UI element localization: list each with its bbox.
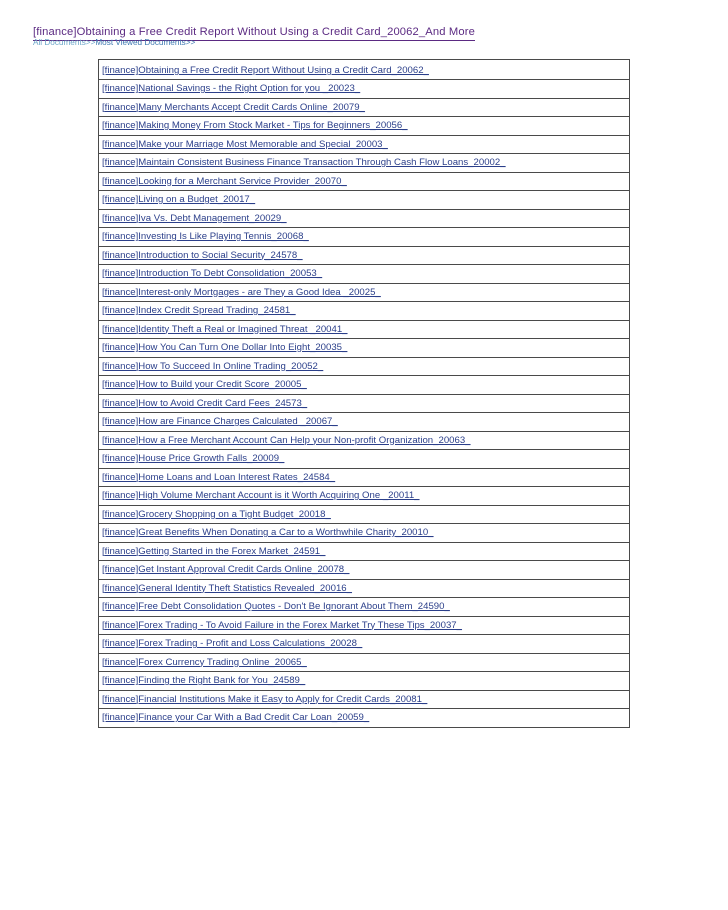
list-item bbox=[99, 339, 629, 358]
list-item bbox=[99, 487, 629, 506]
document-link[interactable]: [finance]How to Avoid Credit Card Fees_24573_ bbox=[102, 397, 308, 409]
list-item bbox=[99, 413, 629, 432]
list-item bbox=[99, 302, 629, 321]
list-item bbox=[99, 247, 629, 266]
document-link[interactable]: [finance]Iva Vs. Debt Management_20029_ bbox=[102, 212, 287, 224]
list-item bbox=[99, 284, 629, 303]
document-link[interactable]: [finance]How You Can Turn One Dollar Into Eight_20035_ bbox=[102, 342, 348, 353]
list-item bbox=[99, 635, 629, 654]
list-item bbox=[99, 672, 629, 691]
document-link[interactable]: [finance]Free Debt Consolidation Quotes - Don't Be Ignorant About Them_24590_ bbox=[102, 601, 450, 612]
document-link[interactable]: [finance]Introduction To Debt Consolidation_20053_ bbox=[102, 268, 323, 279]
document-link[interactable]: [finance]National Savings - the Right Option for you _20023_ bbox=[102, 83, 361, 94]
page-title: [finance]Obtaining a Free Credit Report Without Using a Credit Card_20062_And More bbox=[33, 26, 475, 41]
document-link[interactable]: [finance]Finance your Car With a Bad Credit Car Loan_20059_ bbox=[102, 712, 370, 723]
document-link[interactable]: [finance]General Identity Theft Statistics Revealed_20016_ bbox=[102, 582, 352, 594]
list-item bbox=[99, 395, 629, 414]
document-link[interactable]: [finance]Identity Theft a Real or Imagined Threat _20041_ bbox=[102, 323, 348, 335]
breadcrumb-all-documents-link[interactable]: All Documents>> bbox=[33, 38, 96, 47]
list-item bbox=[99, 80, 629, 99]
document-link[interactable]: [finance]How to Build your Credit Score_20005_ bbox=[102, 379, 307, 390]
list-item bbox=[99, 358, 629, 377]
document-link[interactable]: [finance]Great Benefits When Donating a Car to a Worthwhile Charity_20010_ bbox=[102, 527, 434, 538]
document-link[interactable]: [finance]How To Succeed In Online Trading_20052_ bbox=[102, 360, 324, 372]
document-link[interactable]: [finance]Index Credit Spread Trading_24581_ bbox=[102, 305, 296, 316]
list-item bbox=[99, 691, 629, 710]
list-item bbox=[99, 99, 629, 118]
list-item bbox=[99, 543, 629, 562]
document-link[interactable]: [finance]Obtaining a Free Credit Report Without Using a Credit Card_20062_ bbox=[102, 65, 429, 76]
list-item bbox=[99, 709, 629, 728]
list-item bbox=[99, 173, 629, 192]
document-link[interactable]: [finance]Make your Marriage Most Memorable and Special_20003_ bbox=[102, 138, 388, 150]
document-link[interactable]: [finance]How a Free Merchant Account Can Help your Non-profit Organization_20063_ bbox=[102, 434, 471, 446]
document-link[interactable]: [finance]Living on a Budget_20017_ bbox=[102, 194, 256, 205]
list-item bbox=[99, 117, 629, 136]
list-item bbox=[99, 432, 629, 451]
document-link[interactable]: [finance]Forex Trading - Profit and Loss Calculations_20028_ bbox=[102, 638, 363, 649]
document-link[interactable]: [finance]Financial Institutions Make it Easy to Apply for Credit Cards_20081_ bbox=[102, 693, 428, 705]
document-list bbox=[98, 59, 630, 728]
list-item bbox=[99, 506, 629, 525]
list-item bbox=[99, 654, 629, 673]
breadcrumb-most-viewed-link[interactable]: Most Viewed Documents>> bbox=[95, 38, 196, 47]
list-item bbox=[99, 136, 629, 155]
document-link[interactable]: [finance]High Volume Merchant Account is it Worth Acquiring One _20011_ bbox=[102, 490, 420, 501]
list-item bbox=[99, 265, 629, 284]
document-link[interactable]: [finance]Getting Started in the Forex Market_24591_ bbox=[102, 545, 326, 557]
document-link[interactable]: [finance]How are Finance Charges Calculated _20067_ bbox=[102, 416, 338, 427]
list-item bbox=[99, 60, 629, 80]
breadcrumb bbox=[33, 38, 195, 47]
list-item bbox=[99, 376, 629, 395]
list-item bbox=[99, 469, 629, 488]
list-item bbox=[99, 450, 629, 469]
document-link[interactable]: [finance]Many Merchants Accept Credit Cards Online_20079_ bbox=[102, 101, 365, 113]
document-link[interactable]: [finance]Home Loans and Loan Interest Rates_24584_ bbox=[102, 471, 336, 483]
list-item bbox=[99, 561, 629, 580]
document-link[interactable]: [finance]House Price Growth Falls_20009_ bbox=[102, 453, 285, 464]
document-link[interactable]: [finance]Get Instant Approval Credit Cards Online_20078_ bbox=[102, 564, 350, 575]
list-item bbox=[99, 191, 629, 210]
list-item bbox=[99, 524, 629, 543]
list-item bbox=[99, 228, 629, 247]
document-link[interactable]: [finance]Grocery Shopping on a Tight Budget_20018_ bbox=[102, 508, 331, 520]
list-item bbox=[99, 580, 629, 599]
list-item bbox=[99, 210, 629, 229]
list-item bbox=[99, 321, 629, 340]
document-link[interactable]: [finance]Making Money From Stock Market - Tips for Beginners_20056_ bbox=[102, 120, 408, 131]
document-link[interactable]: [finance]Looking for a Merchant Service Provider_20070_ bbox=[102, 175, 347, 187]
document-link[interactable]: [finance]Finding the Right Bank for You_24589_ bbox=[102, 675, 306, 686]
document-link[interactable]: [finance]Forex Trading - To Avoid Failure in the Forex Market Try These Tips_20037_ bbox=[102, 619, 462, 631]
list-item bbox=[99, 154, 629, 173]
document-link[interactable]: [finance]Investing Is Like Playing Tennis_20068_ bbox=[102, 231, 309, 242]
document-link[interactable]: [finance]Forex Currency Trading Online_20065_ bbox=[102, 656, 307, 668]
list-item bbox=[99, 598, 629, 617]
document-link[interactable]: [finance]Interest-only Mortgages - are They a Good Idea _20025_ bbox=[102, 286, 381, 298]
list-item bbox=[99, 617, 629, 636]
document-link[interactable]: [finance]Introduction to Social Security_24578_ bbox=[102, 249, 303, 261]
document-link[interactable]: [finance]Maintain Consistent Business Finance Transaction Through Cash Flow Loans_20002_ bbox=[102, 157, 506, 168]
